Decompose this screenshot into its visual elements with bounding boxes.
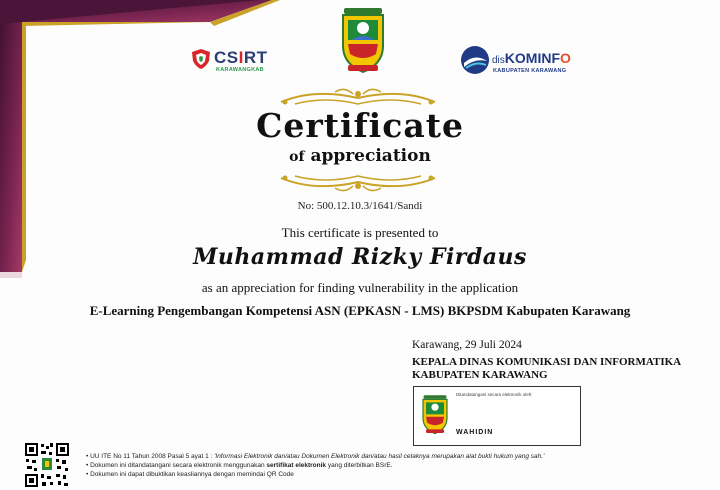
diskominfo-logo <box>460 44 580 78</box>
application-name: E-Learning Pengembangan Kompetensi ASN (EPKASN - LMS) BKPSDM Kabupaten Karawang <box>89 303 631 318</box>
certificate-title: Certificate <box>256 106 464 145</box>
csirt-subtitle: KARAWANGKAB <box>216 67 264 73</box>
signer-name: WAHIDIN <box>456 429 494 436</box>
presented-text: This certificate is presented to <box>281 225 439 240</box>
sign-place-date: Karawang, 29 Juli 2024 <box>412 339 522 351</box>
csirt-wordmark: CSIRT <box>214 48 268 67</box>
shield-icon <box>190 48 212 70</box>
footer-note-ite: • UU ITE No 11 Tahun 2008 Pasal 5 ayat 1 : 'Informasi Elektronik dan/atau Dokumen Elektronik dan/atau hasil cetaknya merupakan alat bukti hukum yang sah.' <box>86 453 545 460</box>
footer-note-qr: • Dokumen ini dapat dibuktikan keasliannya dengan memindai QR Code <box>86 471 294 478</box>
footer-notes <box>86 452 544 479</box>
certificate-number: No: 500.12.10.3/1641/Sandi <box>297 200 423 212</box>
diskominfo-subtitle: KABUPATEN KARAWANG <box>493 68 567 74</box>
appreciation-text: as an appreciation for finding vulnerability in the application <box>201 280 519 295</box>
karawang-crest-icon <box>420 391 450 439</box>
karawang-crest-logo <box>338 6 388 76</box>
recipient-name: Muhammad Rizky Firdaus <box>193 244 527 270</box>
globe-icon <box>460 45 490 75</box>
diskominfo-wordmark: disKOMINFO <box>492 50 571 66</box>
csirt-logo <box>190 46 266 76</box>
electronic-signature-box <box>413 386 581 446</box>
signer-office-line2: KABUPATEN KARAWANG <box>412 369 548 381</box>
signer-office <box>412 356 681 382</box>
signer-office-line1: KEPALA DINAS KOMUNIKASI DAN INFORMATIKA <box>412 356 682 368</box>
footer-note-bsre: • Dokumen ini ditandatangani secara elektronik menggunakan sertifikat elektronik yang diterbitkan BSrE. <box>86 462 393 469</box>
qr-code[interactable] <box>24 442 70 488</box>
signature-note: Ditandatangani secara elektronik oleh: <box>456 392 533 397</box>
gold-ornament-bottom <box>275 170 441 194</box>
certificate-subtitle: of appreciation <box>289 146 431 166</box>
